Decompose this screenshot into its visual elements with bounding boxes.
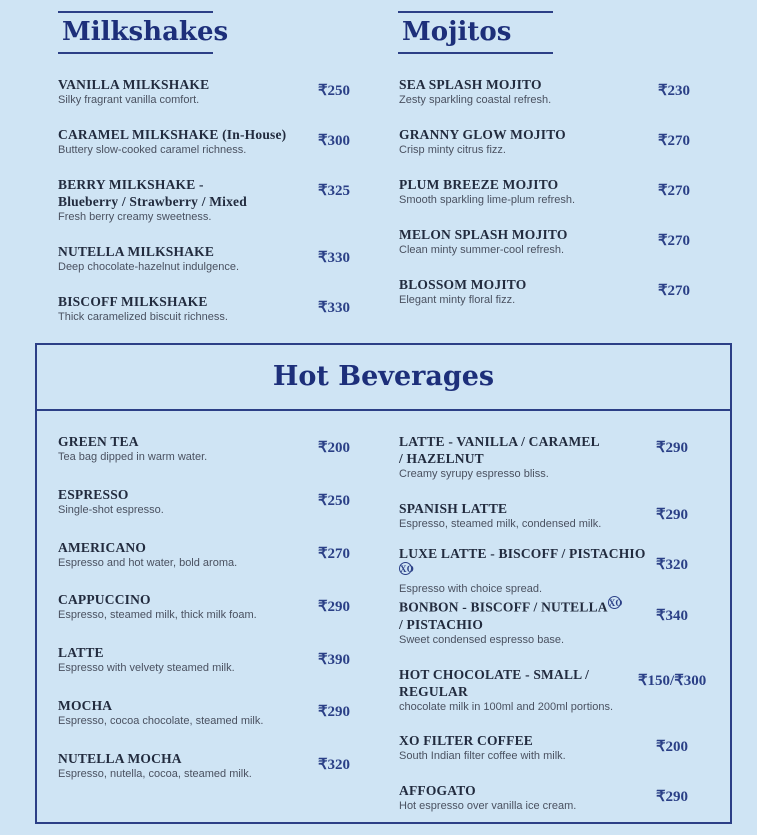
item-desc: Elegant minty floral fizz. — [399, 294, 516, 306]
item-desc: Hot espresso over vanilla ice cream. — [399, 800, 577, 812]
item-desc: Espresso with choice spread. — [399, 582, 543, 595]
menu-item — [399, 545, 649, 596]
item-name-line2: Blueberry / Strawberry / Mixed — [58, 194, 247, 209]
item-desc: South Indian filter coffee with milk. — [399, 750, 566, 762]
milkshakes-title: Milkshakes — [58, 11, 213, 54]
item-price: ₹390 — [318, 652, 351, 668]
menu-item — [399, 596, 649, 647]
hot-beverages-title: Hot Beverages — [272, 361, 495, 392]
item-name-line2: / PISTACHIO — [399, 616, 484, 632]
item-name: BLOSSOM MOJITO — [399, 277, 527, 292]
item-desc: Buttery slow-cooked caramel richness. — [58, 144, 247, 156]
item-price: ₹290 — [318, 704, 351, 720]
item-name: CAPPUCCINO — [58, 592, 151, 607]
item-desc: Clean minty summer-cool refresh. — [399, 244, 565, 256]
item-name: LATTE — [58, 645, 104, 660]
item-name: HOT CHOCOLATE - SMALL / — [399, 667, 590, 682]
xo-badge-icon: XO — [608, 598, 623, 608]
item-price: ₹270 — [658, 183, 691, 199]
item-name — [399, 545, 649, 582]
item-name: SEA SPLASH MOJITO — [399, 77, 542, 92]
item-desc: Espresso, cocoa chocolate, steamed milk. — [58, 715, 264, 727]
item-price: ₹230 — [658, 83, 691, 99]
item-name: GRANNY GLOW MOJITO — [399, 127, 566, 142]
item-name: NUTELLA MILKSHAKE — [58, 244, 215, 259]
item-desc: Sweet condensed espresso base. — [399, 633, 565, 646]
item-price: ₹290 — [656, 507, 689, 523]
item-name-text: BONBON - BISCOFF / NUTELLA — [399, 599, 608, 615]
item-name-line2: REGULAR — [399, 684, 468, 699]
item-desc: Silky fragrant vanilla comfort. — [58, 94, 200, 106]
item-name — [399, 596, 649, 616]
item-desc: Tea bag dipped in warm water. — [58, 451, 208, 463]
item-price: ₹250 — [318, 493, 351, 509]
item-desc: Espresso, steamed milk, condensed milk. — [399, 518, 602, 530]
item-price: ₹330 — [318, 300, 351, 316]
item-desc: Espresso, steamed milk, thick milk foam. — [58, 609, 257, 621]
item-desc: Smooth sparkling lime-plum refresh. — [399, 194, 576, 206]
item-name-line2: / HAZELNUT — [399, 451, 484, 466]
item-name: CARAMEL MILKSHAKE (In-House) — [58, 127, 287, 142]
item-price: ₹290 — [318, 599, 351, 615]
item-desc: Espresso and hot water, bold aroma. — [58, 557, 238, 569]
menu-item — [399, 433, 629, 481]
item-desc: Zesty sparkling coastal refresh. — [399, 94, 552, 106]
item-price: ₹300 — [318, 133, 351, 149]
item-name: BERRY MILKSHAKE - — [58, 177, 204, 192]
item-desc: Crisp minty citrus fizz. — [399, 144, 506, 156]
item-name: AMERICANO — [58, 540, 147, 555]
item-price: ₹200 — [656, 739, 689, 755]
item-name: GREEN TEA — [58, 434, 139, 449]
item-desc: Espresso with velvety steamed milk. — [58, 662, 235, 674]
item-name: LATTE - VANILLA / CARAMEL — [399, 434, 600, 449]
item-price: ₹250 — [318, 83, 351, 99]
item-name: ESPRESSO — [58, 487, 129, 502]
item-price: ₹320 — [318, 757, 351, 773]
item-price: ₹290 — [656, 440, 689, 456]
item-desc: Creamy syrupy espresso bliss. — [399, 468, 549, 480]
item-price: ₹270 — [658, 133, 691, 149]
item-name-text: LUXE LATTE - BISCOFF / PISTACHIO — [399, 546, 646, 561]
item-name: XO FILTER COFFEE — [399, 733, 533, 748]
item-name: AFFOGATO — [399, 783, 476, 798]
mojitos-title: Mojitos — [398, 11, 553, 54]
item-price: ₹270 — [318, 546, 351, 562]
item-price: ₹270 — [658, 233, 691, 249]
divider — [37, 409, 730, 411]
item-desc: Deep chocolate-hazelnut indulgence. — [58, 261, 240, 273]
item-name: MOCHA — [58, 698, 113, 713]
item-name: VANILLA MILKSHAKE — [58, 77, 210, 92]
item-desc: Espresso, nutella, cocoa, steamed milk. — [58, 768, 252, 780]
item-name: PLUM BREEZE MOJITO — [399, 177, 559, 192]
item-price: ₹325 — [318, 183, 351, 199]
item-desc: chocolate milk in 100ml and 200ml portions. — [399, 701, 614, 713]
item-name: NUTELLA MOCHA — [58, 751, 182, 766]
item-price: ₹340 — [656, 608, 689, 624]
item-price: ₹150/₹300 — [638, 673, 707, 689]
item-name: SPANISH LATTE — [399, 501, 508, 516]
item-price: ₹320 — [656, 557, 689, 573]
item-desc: Thick caramelized biscuit richness. — [58, 311, 228, 323]
item-price: ₹270 — [658, 283, 691, 299]
item-desc: Single-shot espresso. — [58, 504, 164, 516]
menu-item — [399, 666, 629, 714]
item-price: ₹290 — [656, 789, 689, 805]
item-desc: Fresh berry creamy sweetness. — [58, 211, 212, 223]
item-price: ₹330 — [318, 250, 351, 266]
item-name: BISCOFF MILKSHAKE — [58, 294, 208, 309]
item-price: ₹200 — [318, 440, 351, 456]
xo-badge-icon: XO — [400, 564, 414, 574]
item-name: MELON SPLASH MOJITO — [399, 227, 568, 242]
